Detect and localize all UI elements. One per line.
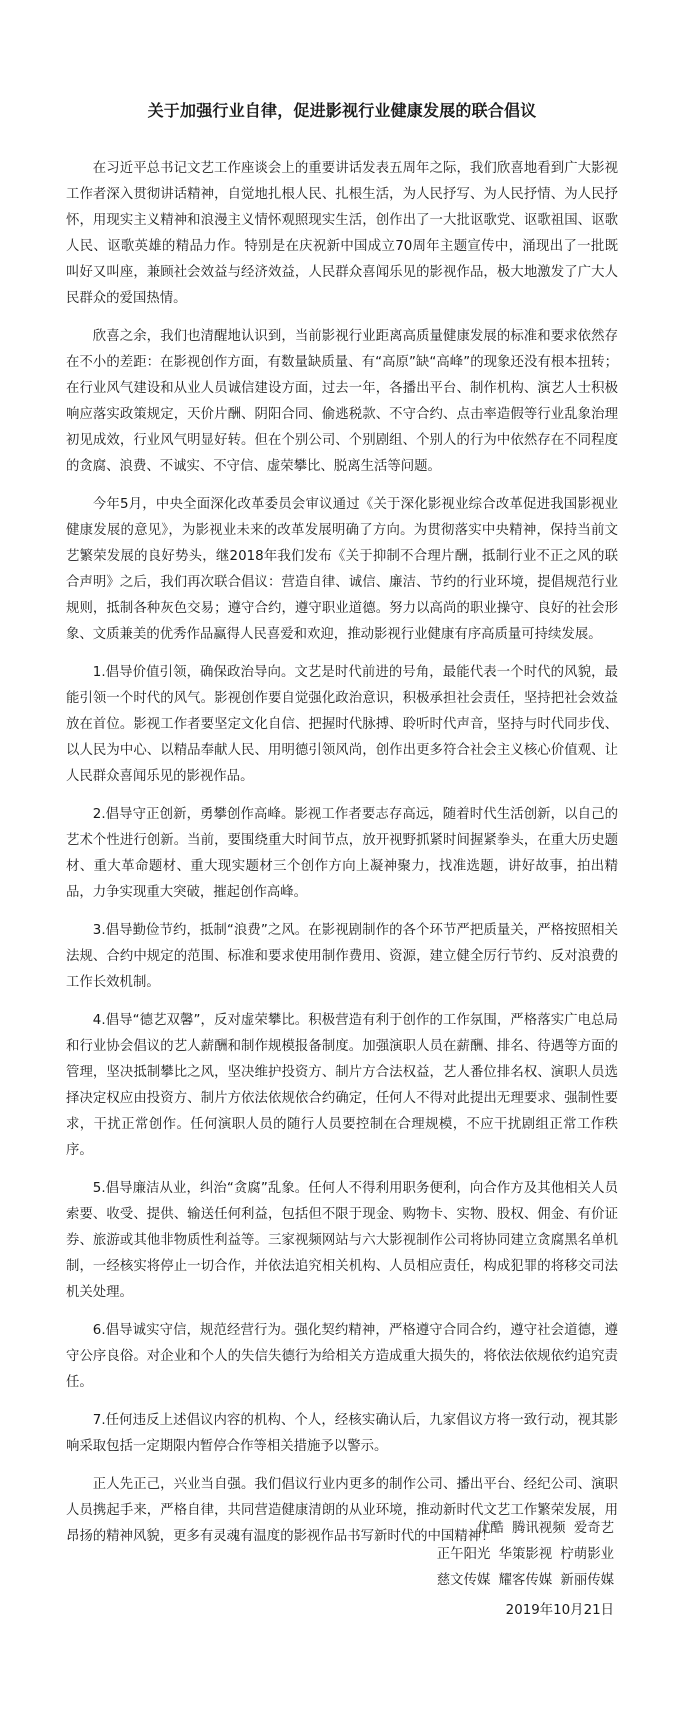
paragraph-item-2: 2.倡导守正创新，勇攀创作高峰。影视工作者要志存高远，随着时代生活创新，以自己的艺术个性进行创新。当前，要围绕重大时间节点，放开视野抓紧时间握紧拳头，在重大历史题材、重大革命题材、重大现实题材三个创作方向上凝神聚力，找准选题，讲好故事，拍出精品，力争实现重大突破，摧起创作高峰。 [66, 807, 618, 900]
paragraph-item-1: 1.倡导价值引领，确保政治导向。文艺是时代前进的号角，最能代表一个时代的风貌，最能引领一个时代的风气。影视创作要自觉强化政治意识，积极承担社会责任，坚持把社会效益放在首位。影视工作者要坚定文化自信、把握时代脉搏、聆听时代声音，坚持与时代同步伐、以人民为中心、以精品奉献人民、用明德引领风尚，创作出更多符合社会主义核心价值观、让人民群众喜闻乐见的影视作品。 [66, 665, 618, 784]
signatory-line-3: 慈文传媒 耀客传媒 新丽传媒 [436, 1573, 614, 1588]
signature-date: 2019年10月21日 [505, 1603, 614, 1618]
paragraph-intro: 在习近平总书记文艺工作座谈会上的重要讲话发表五周年之际，我们欣喜地看到广大影视工作者深入贯彻讲话精神，自觉地扎根人民、扎根生活，为人民抒写、为人民抒情、为人民抒怀，用现实主义精神和浪漫主义情怀观照现实生活，创作出了一大批讴歌党、讴歌祖国、讴歌人民、讴歌英雄的精品力作。特别是在庆祝新中国成立70周年主题宣传中，涌现出了一批既叫好又叫座，兼顾社会效益与经济效益，人民群众喜闻乐见的影视作品，极大地激发了广大人民群众的爱国热情。 [66, 161, 618, 306]
signatory-line-2: 正午阳光 华策影视 柠萌影业 [436, 1547, 614, 1562]
paragraph-gap: 欣喜之余，我们也清醒地认识到，当前影视行业距离高质量健康发展的标准和要求依然存在不小的差距：在影视创作方面，有数量缺质量、有“高原”缺“高峰”的现象还没有根本扭转；在行业风气建设和从业人员诚信建设方面，过去一年，各播出平台、制作机构、演艺人士积极响应落实政策规定，天价片酬、阴阳合同、偷逃税款、不守合约、点击率造假等行业乱象治理初见成效，行业风气明显好转。但在个别公司、个别剧组、个别人的行为中依然存在不同程度的贪腐、浪费、不诚实、不守信、虚荣攀比、脱离生活等问题。 [66, 329, 618, 474]
paragraph-initiative: 今年5月，中央全面深化改革委员会审议通过《关于深化影视业综合改革促进我国影视业健康发展的意见》，为影视业未来的改革发展明确了方向。为贯彻落实中央精神，保持当前文艺繁荣发展的良好势头，继2018年我们发布《关于抑制不合理片酬，抵制行业不正之风的联合声明》之后，我们再次联合倡议：营造自律、诚信、廉洁、节约的行业环境，提倡规范行业规则，抵制各种灰色交易；遵守合约，遵守职业道德。努力以高尚的职业操守、良好的社会形象、文质兼美的优秀作品赢得人民喜爱和欢迎，推动影视行业健康有序高质量可持续发展。 [66, 497, 618, 642]
paragraph-item-6: 6.倡导诚实守信，规范经营行为。强化契约精神，严格遵守合同合约，遵守社会道德，遵守公序良俗。对企业和个人的失信失德行为给相关方造成重大损失的，将依法依规依约追究责任。 [66, 1323, 618, 1390]
paragraph-item-3: 3.倡导勤俭节约，抵制“浪费”之风。在影视剧制作的各个环节严把质量关，严格按照相关法规、合约中规定的范围、标准和要求使用制作费用、资源，建立健全厉行节约、反对浪费的工作长效机制。 [66, 923, 618, 990]
signatory-line-1: 优酷 腾讯视频 爱奇艺 [476, 1521, 614, 1536]
document-title: 关于加强行业自律，促进影视行业健康发展的联合倡议 [147, 101, 537, 120]
paragraph-item-4: 4.倡导“德艺双馨”，反对虚荣攀比。积极营造有利于创作的工作氛围，严格落实广电总局和行业协会倡议的艺人薪酬和制作规模报备制度。加强演职人员在薪酬、排名、待遇等方面的管理，坚决抵制攀比之风，坚决维护投资方、制片方合法权益，艺人番位排名权、演职人员选择决定权应由投资方、制片方依法依规依合约确定，任何人不得对此提出无理要求、强制性要求，干扰正常创作。任何演职人员的随行人员要控制在合理规模，不应干扰剧组正常工作秩序。 [66, 1013, 618, 1158]
signature-block [437, 1516, 614, 1624]
paragraph-item-5: 5.倡导廉洁从业，纠治“贪腐”乱象。任何人不得利用职务便利，向合作方及其他相关人员索要、收受、提供、输送任何利益，包括但不限于现金、购物卡、实物、股权、佣金、有价证券、旅游或其他非物质性利益等。三家视频网站与六大影视制作公司将协同建立贪腐黑名单机制，一经核实将停止一切合作，并依法追究相关机构、人员相应责任，构成犯罪的将移交司法机关处理。 [66, 1181, 618, 1300]
document-body [66, 156, 618, 1562]
paragraph-closing: 正人先正己，兴业当自强。我们倡议行业内更多的制作公司、播出平台、经纪公司、演职人员携起手来，严格自律，共同营造健康清朗的从业环境，推动新时代文艺工作繁荣发展，用昂扬的精神风貌，更多有灵魂有温度的影视作品书写新时代的中国精神！ [66, 1477, 618, 1544]
paragraph-item-7: 7.任何违反上述倡议内容的机构、个人，经核实确认后，九家倡议方将一致行动，视其影响采取包括一定期限内暂停合作等相关措施予以警示。 [66, 1413, 618, 1454]
